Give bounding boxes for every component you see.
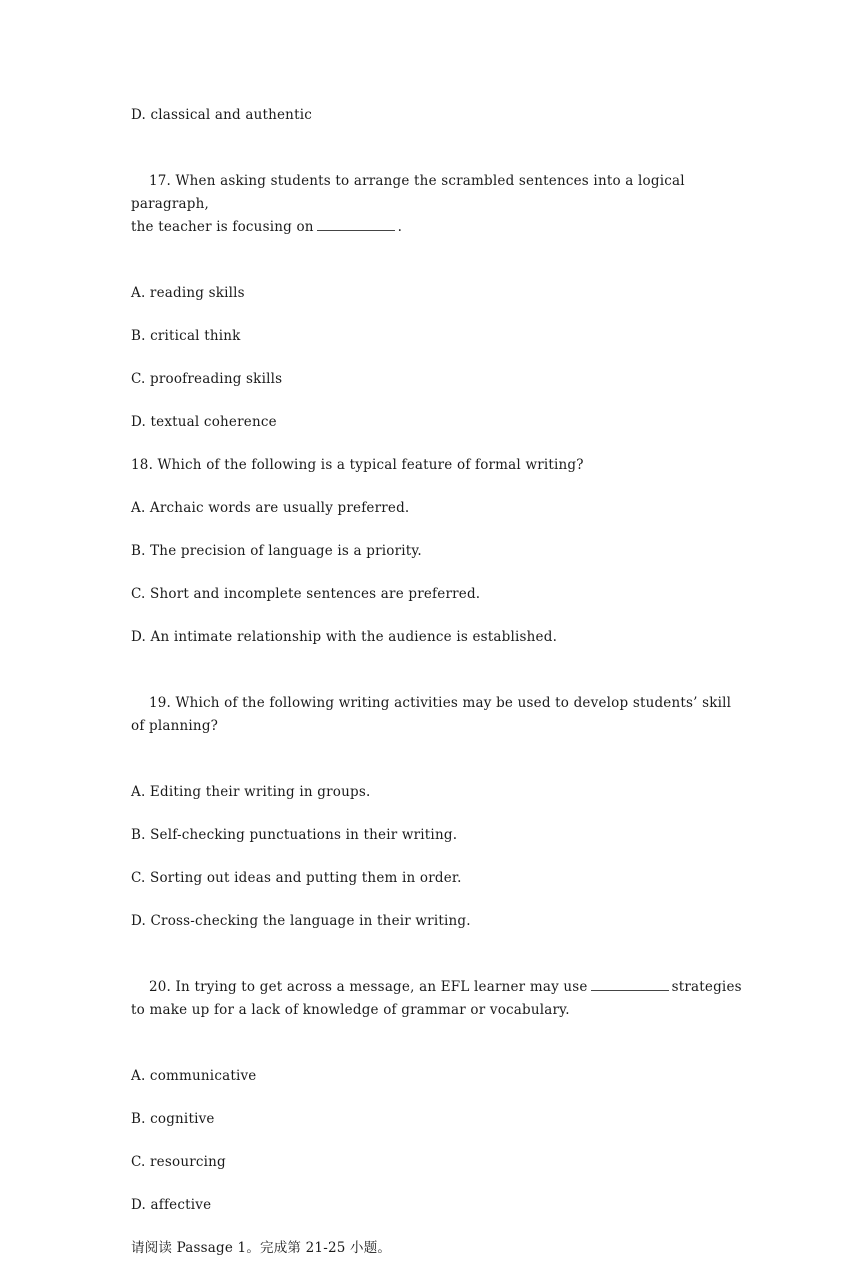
q16-option-d: D. classical and authentic [131,107,312,123]
q18-option-d: D. An intimate relationship with the audience is established. [131,629,558,645]
q17-stem-line2: the teacher is focusing on [131,219,314,235]
q17-option-d: D. textual coherence [131,414,277,430]
document-page [131,104,746,1280]
q19-option-d: D. Cross-checking the language in their writing. [131,913,471,929]
q18-option-c: C. Short and incomplete sentences are preferred. [131,586,481,602]
q20-stem-line1b: strategies [671,979,742,995]
q20-stem [131,953,746,1045]
q20-option-d: D. affective [131,1197,212,1213]
q18-option-b: B. The precision of language is a priority. [131,543,422,559]
q19-option-b: B. Self-checking punctuations in their writing. [131,827,458,843]
answer-blank [317,216,395,231]
q17-option-b: B. critical think [131,328,241,344]
q20-stem-line1a: 20. In trying to get across a message, an EFL learner may use [148,979,588,995]
q17-option-a: A. reading skills [131,285,245,301]
q17-stem [131,147,746,262]
q19-stem [131,669,746,761]
passage-instruction: 请阅读 Passage 1。完成第 21-25 小题。 [131,1240,392,1256]
q18-option-a: A. Archaic words are usually preferred. [131,500,410,516]
q20-option-b: B. cognitive [131,1111,215,1127]
q18-stem: 18. Which of the following is a typical feature of formal writing? [131,457,584,473]
q19-option-a: A. Editing their writing in groups. [131,784,371,800]
q17-stem-end: . [397,219,403,235]
q19-stem-line2: of planning? [131,718,219,734]
q19-option-c: C. Sorting out ideas and putting them in order. [131,870,462,886]
answer-blank [591,976,669,991]
q17-option-c: C. proofreading skills [131,371,283,387]
q20-option-a: A. communicative [131,1068,257,1084]
q20-option-c: C. resourcing [131,1154,226,1170]
q19-stem-line1: 19. Which of the following writing activities may be used to develop students’ skill [148,695,732,711]
q20-stem-line2: to make up for a lack of knowledge of grammar or vocabulary. [131,1002,570,1018]
q17-stem-line1: 17. When asking students to arrange the scrambled sentences into a logical paragraph, [131,173,690,212]
